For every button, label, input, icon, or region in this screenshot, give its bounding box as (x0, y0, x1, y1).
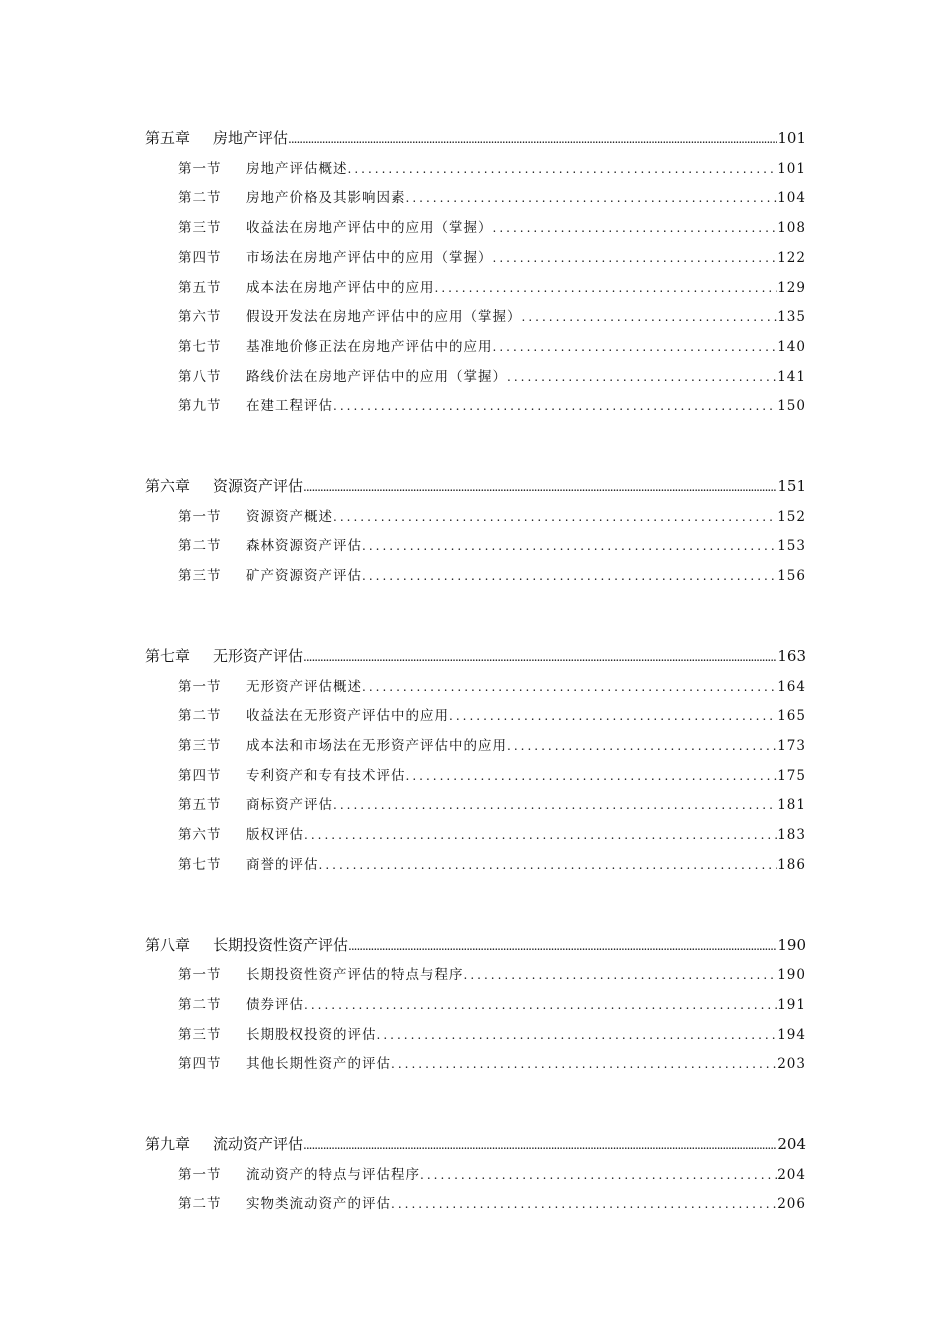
toc-chapter-6[interactable] (145, 475, 806, 497)
section-page: 203 (777, 1056, 806, 1072)
section-number: 第八节 (178, 369, 222, 385)
section-page: 101 (777, 161, 806, 177)
dot-leader (493, 337, 778, 357)
toc-section[interactable] (178, 855, 806, 875)
section-title: 流动资产的特点与评估程序 (246, 1167, 420, 1183)
section-number: 第一节 (178, 967, 222, 983)
section-title: 成本法在房地产评估中的应用 (246, 280, 435, 296)
section-title: 房地产价格及其影响因素 (246, 190, 406, 206)
chapter-number: 第八章 (145, 936, 191, 954)
section-page: 141 (777, 369, 806, 385)
section-page: 122 (777, 250, 806, 266)
chapter-title: 流动资产评估 (213, 1135, 304, 1153)
dot-leader (288, 128, 777, 149)
section-number: 第四节 (178, 250, 222, 266)
section-page: 164 (777, 679, 806, 695)
section-title: 无形资产评估概述 (246, 679, 362, 695)
section-title: 在建工程评估 (246, 398, 333, 414)
dot-leader (449, 706, 777, 726)
section-number: 第七节 (178, 857, 222, 873)
dot-leader (493, 248, 778, 268)
dot-leader (333, 795, 777, 815)
section-page: 153 (777, 538, 806, 554)
chapter-page: 151 (777, 477, 806, 495)
toc-chapter-8[interactable] (145, 934, 806, 956)
dot-leader (377, 1025, 778, 1045)
section-page: 186 (777, 857, 806, 873)
dot-leader (522, 307, 778, 327)
toc-section[interactable] (178, 995, 806, 1015)
toc-section[interactable] (178, 307, 806, 327)
chapter-number: 第九章 (145, 1135, 191, 1153)
section-page: 173 (777, 738, 806, 754)
section-number: 第二节 (178, 997, 222, 1013)
dot-leader (406, 188, 778, 208)
section-page: 181 (777, 797, 806, 813)
dot-leader (304, 995, 777, 1015)
section-number: 第三节 (178, 738, 222, 754)
section-number: 第二节 (178, 538, 222, 554)
dot-leader (493, 218, 778, 238)
section-number: 第五节 (178, 280, 222, 296)
dot-leader (507, 736, 777, 756)
section-number: 第二节 (178, 190, 222, 206)
dot-leader (348, 935, 777, 956)
section-page: 135 (777, 309, 806, 325)
section-title: 矿产资源资产评估 (246, 568, 362, 584)
toc-chapter-9[interactable] (145, 1133, 806, 1155)
section-title: 债券评估 (246, 997, 304, 1013)
section-number: 第九节 (178, 398, 222, 414)
dot-leader (362, 536, 777, 556)
section-title: 收益法在房地产评估中的应用（掌握） (246, 220, 493, 236)
section-title: 收益法在无形资产评估中的应用 (246, 708, 449, 724)
section-title: 路线价法在房地产评估中的应用（掌握） (246, 369, 507, 385)
section-title: 实物类流动资产的评估 (246, 1196, 391, 1212)
section-page: 150 (777, 398, 806, 414)
section-page: 194 (777, 1027, 806, 1043)
section-number: 第一节 (178, 161, 222, 177)
section-page: 152 (777, 509, 806, 525)
section-title: 专利资产和专有技术评估 (246, 768, 406, 784)
toc-section[interactable] (178, 188, 806, 208)
section-page: 206 (777, 1196, 806, 1212)
chapter-number: 第五章 (145, 129, 191, 147)
section-title: 成本法和市场法在无形资产评估中的应用 (246, 738, 507, 754)
dot-leader (303, 476, 777, 497)
toc-section[interactable] (178, 1194, 806, 1214)
section-page: 108 (777, 220, 806, 236)
section-title: 假设开发法在房地产评估中的应用（掌握） (246, 309, 522, 325)
section-page: 191 (777, 997, 806, 1013)
dot-leader (333, 396, 777, 416)
section-page: 183 (777, 827, 806, 843)
toc-section[interactable] (178, 825, 806, 845)
section-page: 140 (777, 339, 806, 355)
section-number: 第六节 (178, 309, 222, 325)
chapter-number: 第六章 (145, 477, 191, 495)
toc-section[interactable] (178, 507, 806, 527)
chapter-number: 第七章 (145, 647, 191, 665)
section-page: 204 (777, 1167, 806, 1183)
section-title: 商标资产评估 (246, 797, 333, 813)
dot-leader (507, 367, 777, 387)
section-number: 第三节 (178, 568, 222, 584)
toc-section[interactable] (178, 677, 806, 697)
dot-leader (348, 159, 778, 179)
dot-leader (303, 646, 777, 667)
section-title: 房地产评估概述 (246, 161, 348, 177)
toc-section[interactable] (178, 337, 806, 357)
toc-section[interactable] (178, 536, 806, 556)
chapter-title: 长期投资性资产评估 (213, 936, 349, 954)
section-page: 190 (777, 967, 806, 983)
section-title: 基准地价修正法在房地产评估中的应用 (246, 339, 493, 355)
section-title: 森林资源资产评估 (246, 538, 362, 554)
section-number: 第四节 (178, 1056, 222, 1072)
dot-leader (391, 1194, 777, 1214)
section-number: 第七节 (178, 339, 222, 355)
section-title: 市场法在房地产评估中的应用（掌握） (246, 250, 493, 266)
toc-section[interactable] (178, 278, 806, 298)
toc-section[interactable] (178, 396, 806, 416)
chapter-page: 204 (777, 1135, 806, 1153)
dot-leader (435, 278, 778, 298)
dot-leader (464, 965, 778, 985)
toc-section[interactable] (178, 766, 806, 786)
section-title: 长期股权投资的评估 (246, 1027, 377, 1043)
section-number: 第五节 (178, 797, 222, 813)
section-number: 第一节 (178, 1167, 222, 1183)
toc-section[interactable] (178, 736, 806, 756)
toc-chapter-5[interactable] (145, 127, 806, 149)
toc-section[interactable] (178, 248, 806, 268)
dot-leader (362, 677, 777, 697)
toc-section[interactable] (178, 1054, 806, 1074)
section-number: 第六节 (178, 827, 222, 843)
section-number: 第三节 (178, 1027, 222, 1043)
toc-section[interactable] (178, 795, 806, 815)
section-page: 129 (777, 280, 806, 296)
section-title: 版权评估 (246, 827, 304, 843)
section-page: 175 (777, 768, 806, 784)
toc-section[interactable] (178, 706, 806, 726)
toc-section[interactable] (178, 1025, 806, 1045)
toc-section[interactable] (178, 159, 806, 179)
section-number: 第一节 (178, 679, 222, 695)
section-number: 第二节 (178, 708, 222, 724)
toc-chapter-7[interactable] (145, 645, 806, 667)
section-number: 第三节 (178, 220, 222, 236)
dot-leader (333, 507, 777, 527)
chapter-page: 163 (777, 647, 806, 665)
toc-section[interactable] (178, 566, 806, 586)
dot-leader (303, 1134, 777, 1155)
toc-section[interactable] (178, 1165, 806, 1185)
dot-leader (304, 825, 777, 845)
section-title: 商誉的评估 (246, 857, 319, 873)
chapter-title: 房地产评估 (213, 129, 289, 147)
toc-section[interactable] (178, 965, 806, 985)
section-number: 第四节 (178, 768, 222, 784)
dot-leader (391, 1054, 777, 1074)
chapter-title: 资源资产评估 (213, 477, 304, 495)
dot-leader (319, 855, 778, 875)
chapter-page: 101 (777, 129, 806, 147)
section-page: 104 (777, 190, 806, 206)
section-number: 第一节 (178, 509, 222, 525)
section-title: 其他长期性资产的评估 (246, 1056, 391, 1072)
chapter-title: 无形资产评估 (213, 647, 304, 665)
section-title: 资源资产概述 (246, 509, 333, 525)
section-number: 第二节 (178, 1196, 222, 1212)
section-page: 165 (777, 708, 806, 724)
section-title: 长期投资性资产评估的特点与程序 (246, 967, 464, 983)
toc-section[interactable] (178, 218, 806, 238)
section-page: 156 (777, 568, 806, 584)
chapter-page: 190 (777, 936, 806, 954)
toc-section[interactable] (178, 367, 806, 387)
dot-leader (420, 1165, 777, 1185)
dot-leader (406, 766, 778, 786)
dot-leader (362, 566, 777, 586)
